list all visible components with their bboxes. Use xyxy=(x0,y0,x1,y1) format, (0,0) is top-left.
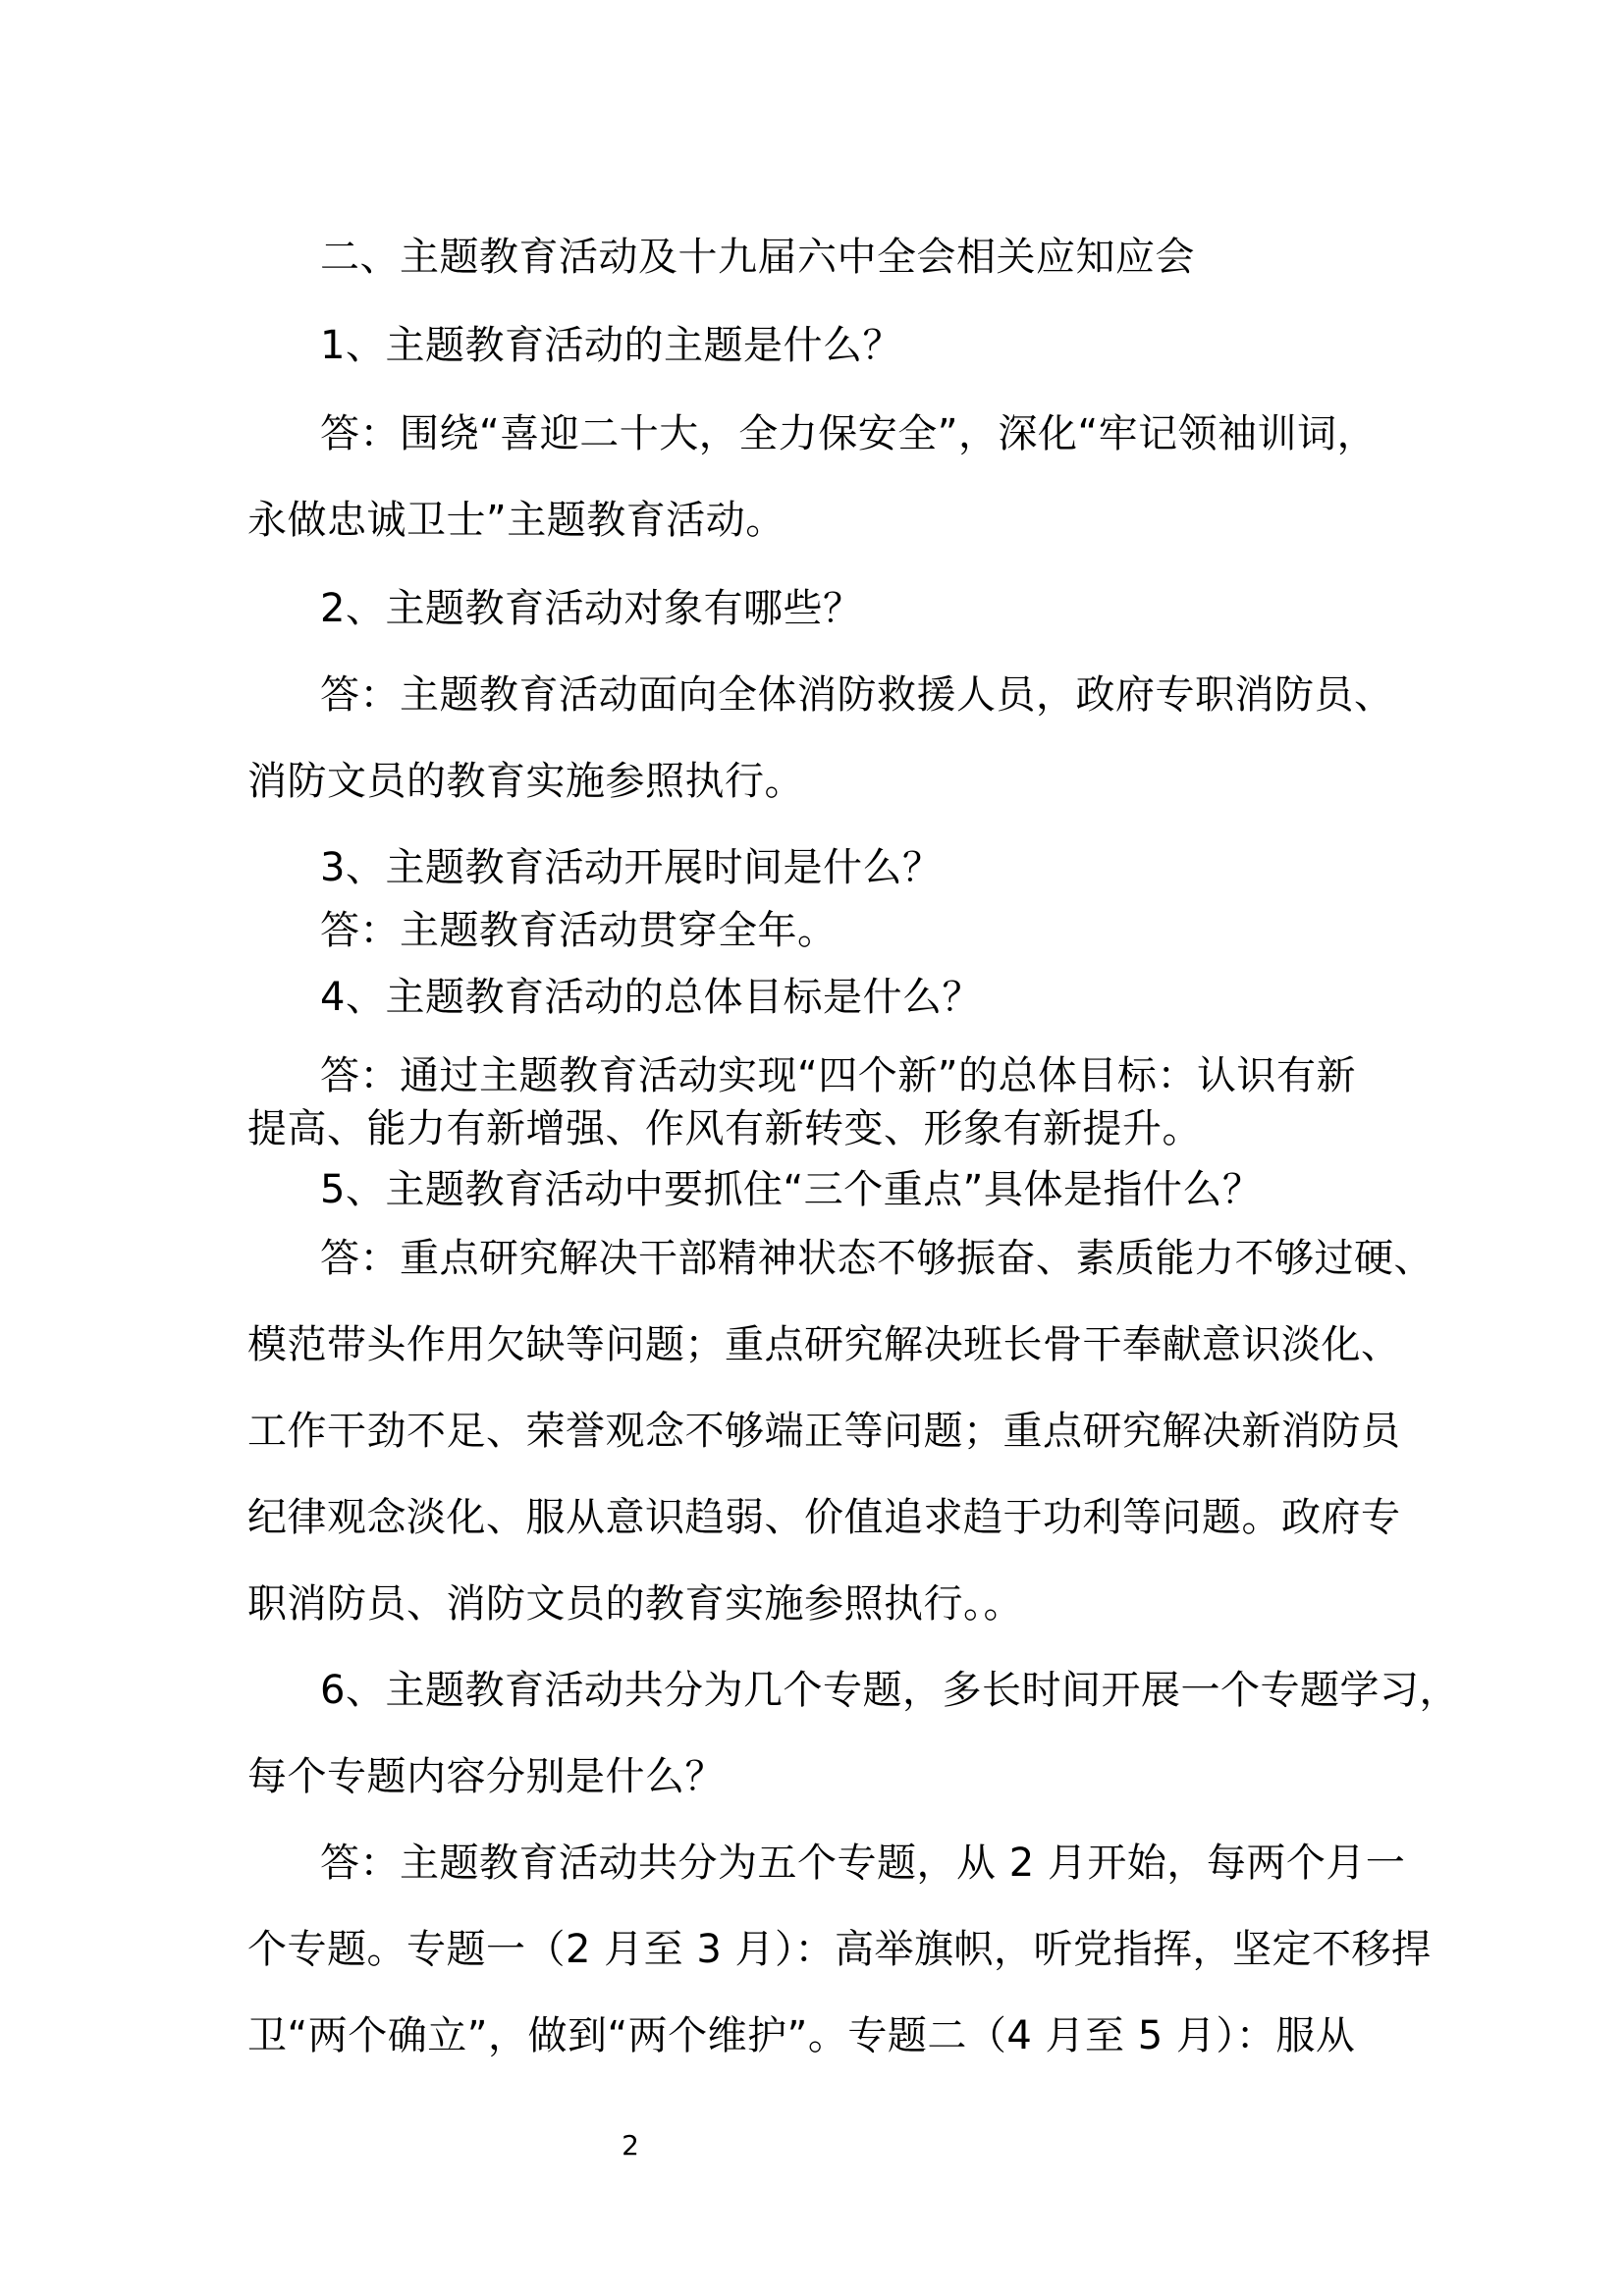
answer-2-line-2: 消防文员的教育实施参照执行。 xyxy=(247,759,804,804)
section-heading: 二、主题教育活动及十九届六中全会相关应知应会 xyxy=(320,235,1195,280)
answer-2-line-1: 答：主题教育活动面向全体消防救援人员，政府专职消防员、 xyxy=(320,672,1394,718)
answer-5-line-5: 职消防员、消防文员的教育实施参照执行。。 xyxy=(247,1581,1023,1627)
answer-5-line-3: 工作干劲不足、荣誉观念不够端正等问题；重点研究解决新消防员 xyxy=(247,1409,1401,1454)
question-6-line-2: 每个专题内容分别是什么？ xyxy=(247,1754,725,1799)
answer-1-line-1: 答：围绕“喜迎二十大，全力保安全”，深化“牢记领袖训词， xyxy=(320,411,1378,456)
question-1: 1、主题教育活动的主题是什么？ xyxy=(320,323,902,368)
question-4: 4、主题教育活动的总体目标是什么？ xyxy=(320,975,982,1020)
question-3: 3、主题教育活动开展时间是什么？ xyxy=(320,845,943,890)
answer-5-line-2: 模范带头作用欠缺等问题；重点研究解决班长骨干奉献意识淡化、 xyxy=(247,1322,1401,1367)
answer-6-line-3: 卫“两个确立”，做到“两个维护”。专题二（4 月至 5 月）：服从 xyxy=(247,2013,1356,2058)
answer-4-line-2: 提高、能力有新增强、作风有新转变、形象有新提升。 xyxy=(247,1106,1202,1151)
answer-6-line-1: 答：主题教育活动共分为五个专题，从 2 月开始，每两个月一 xyxy=(320,1841,1406,1886)
question-5: 5、主题教育活动中要抓住“三个重点”具体是指什么？ xyxy=(320,1167,1263,1212)
answer-3: 答：主题教育活动贯穿全年。 xyxy=(320,908,838,953)
answer-4-line-1: 答：通过主题教育活动实现“四个新”的总体目标：认识有新 xyxy=(320,1053,1356,1098)
answer-6-line-2: 个专题。专题一（2 月至 3 月）：高举旗帜，听党指挥，坚定不移捍 xyxy=(247,1927,1432,1972)
question-6-line-1: 6、主题教育活动共分为几个专题，多长时间开展一个专题学习， xyxy=(320,1668,1459,1713)
answer-1-line-2: 永做忠诚卫士”主题教育活动。 xyxy=(247,498,785,543)
answer-5-line-4: 纪律观念淡化、服从意识趋弱、价值追求趋于功利等问题。政府专 xyxy=(247,1495,1401,1540)
question-2: 2、主题教育活动对象有哪些？ xyxy=(320,586,863,631)
page-number: 2 xyxy=(622,2129,639,2162)
answer-5-line-1: 答：重点研究解决干部精神状态不够振奋、素质能力不够过硬、 xyxy=(320,1236,1434,1281)
